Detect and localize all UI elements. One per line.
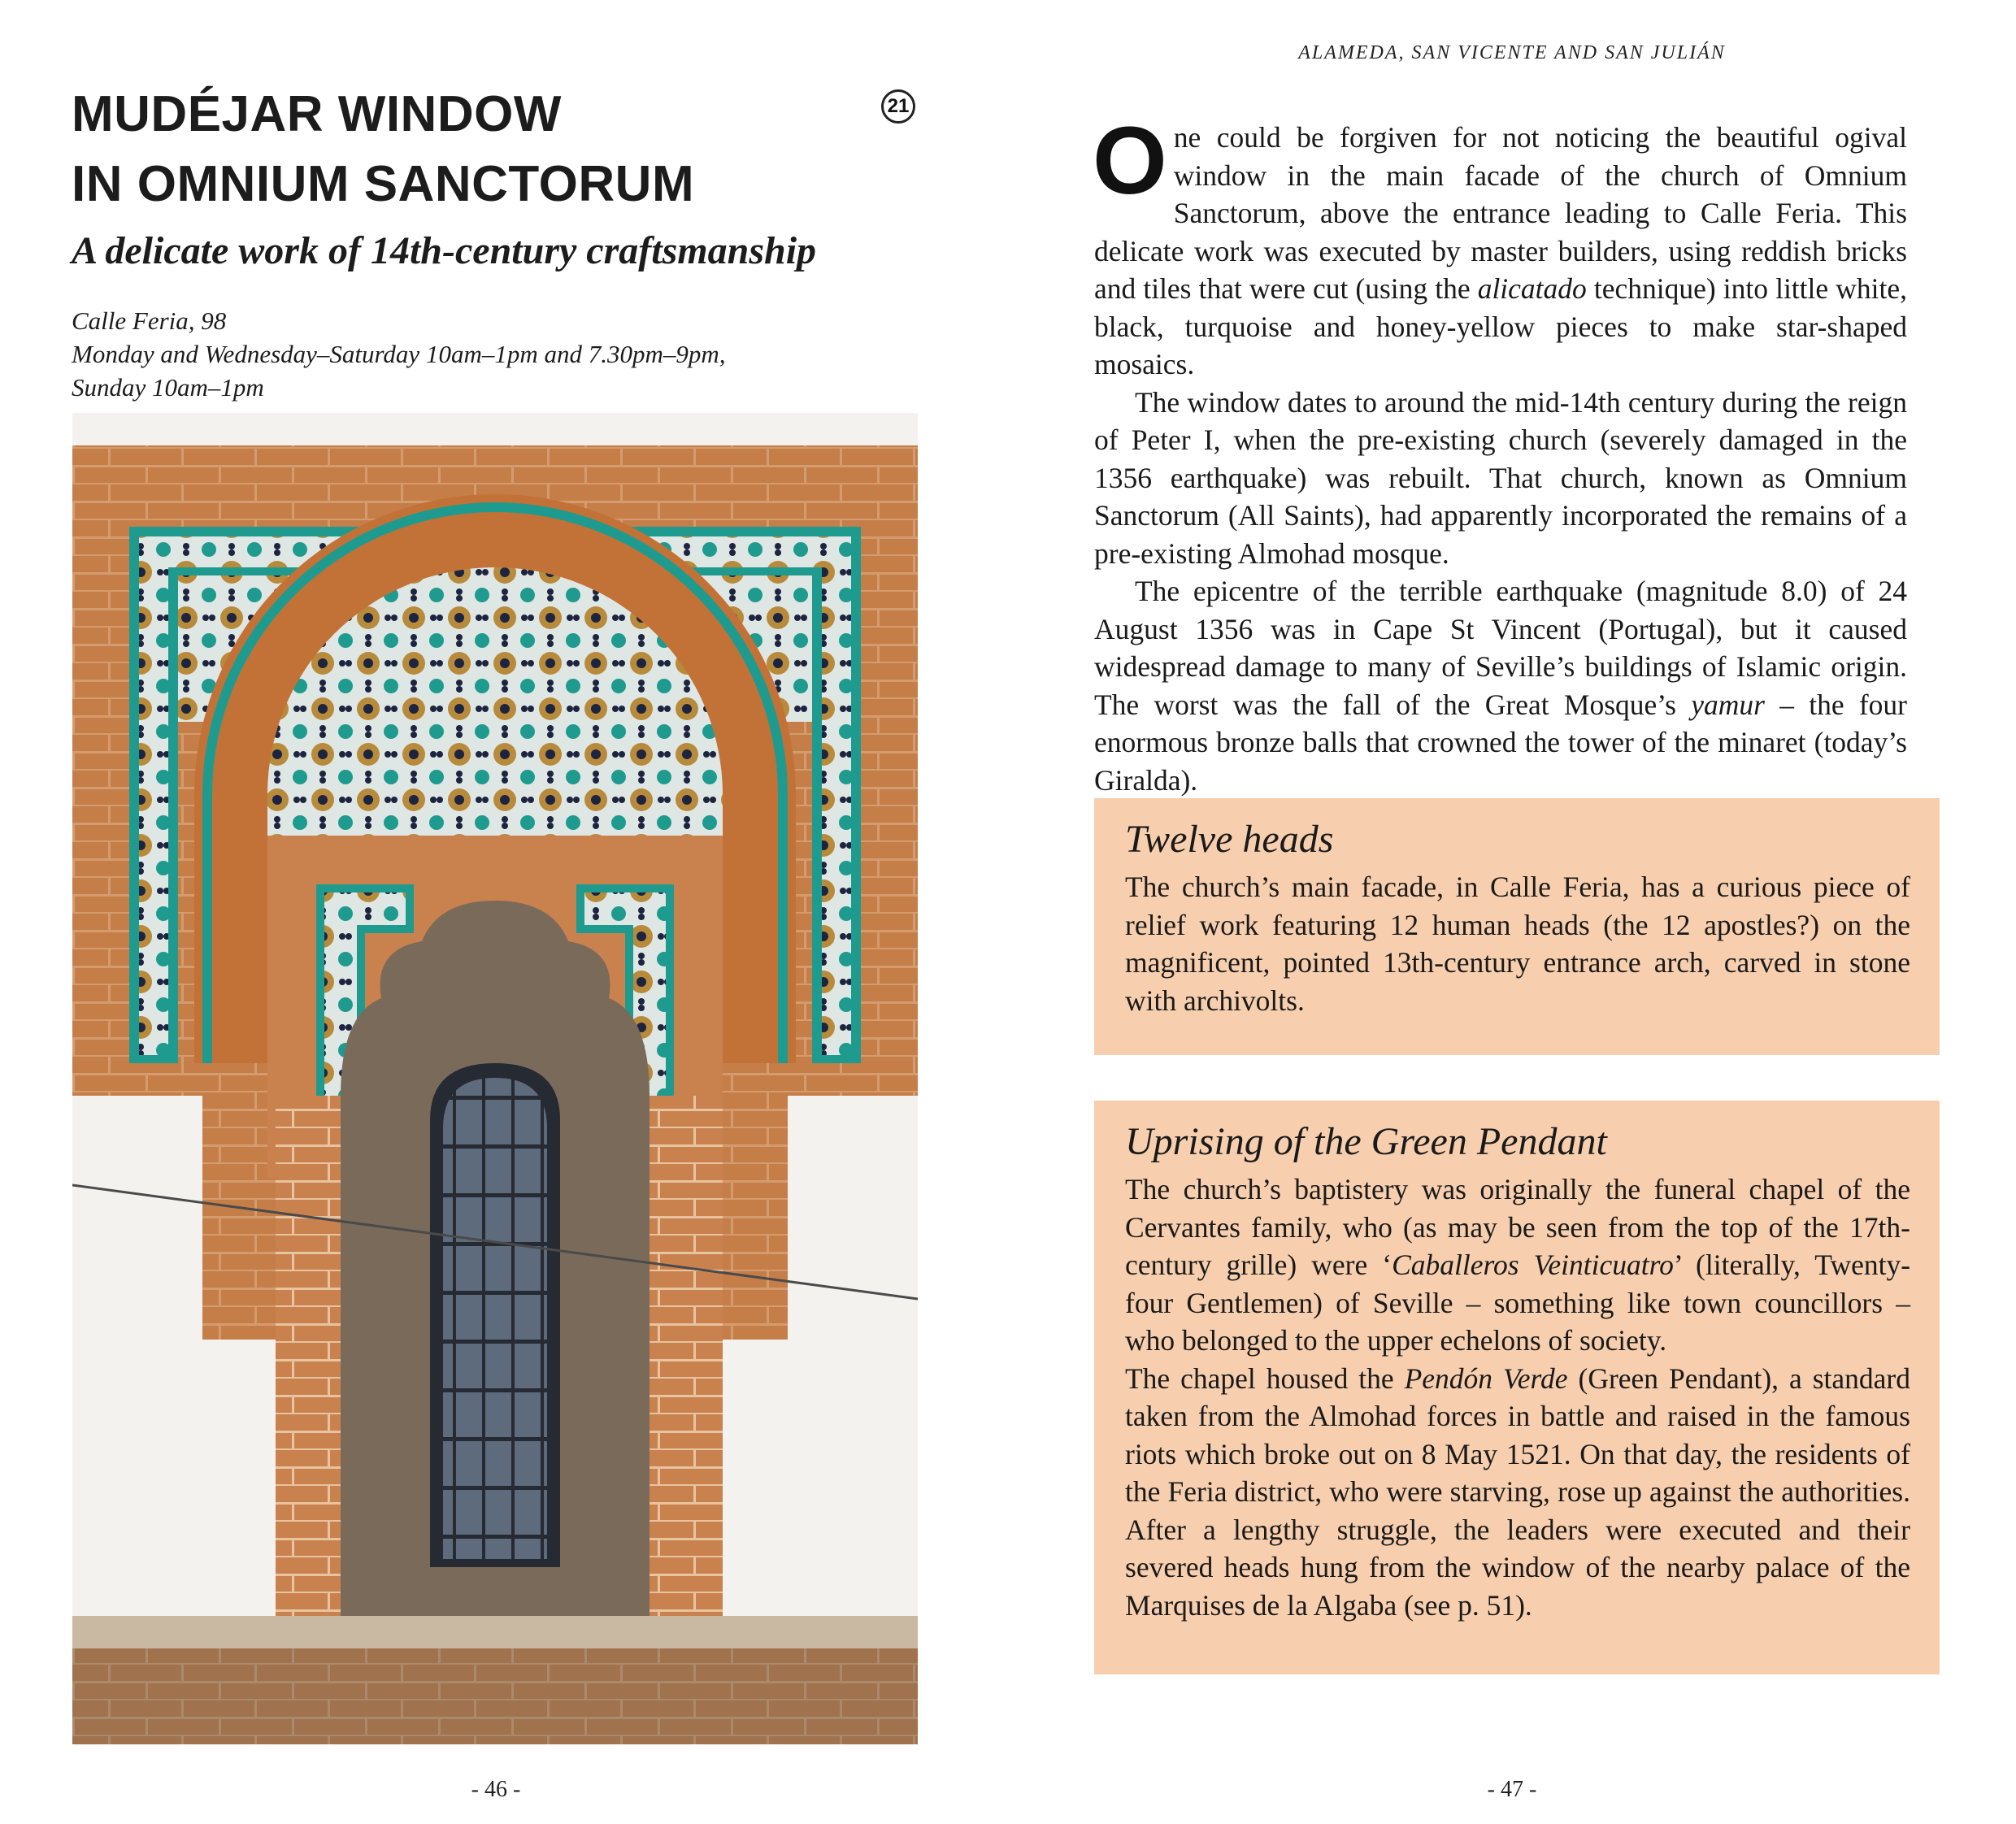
right-page	[1008, 0, 2016, 1824]
sidebar-green-pendant	[1094, 1101, 1940, 1674]
paragraph-2: The window dates to around the mid-14th century during the reign of Peter I, when the pre-existing church (severely damaged in the 1356 earthquake) was rebuilt. That church, known as Omnium Sanctorum (All Saints), had apparently incorporated the remains of a pre-existing Almohad mosque.	[1094, 385, 1907, 570]
visitor-info	[72, 304, 726, 404]
sidebar-paragraph-2	[1125, 1360, 1910, 1625]
paragraph-3	[1094, 572, 1907, 799]
page-subtitle: A delicate work of 14th-century craftsmanship	[72, 229, 817, 272]
title-line-1: MUDÉJAR WINDOW	[72, 86, 562, 142]
sidebar-text-a: The chapel housed the	[1125, 1361, 1405, 1395]
running-head: ALAMEDA, SAN VICENTE AND SAN JULIÁN	[1298, 42, 1726, 63]
paragraph-1-text-a: ne could be forgiven for not noticing the beautiful ogival window in the main facade of the church of Omnium Sanctorum, above the entrance leading to Calle Feria. This delicate work was executed by master builders, using reddish bricks and tiles that were cut (using the	[1094, 121, 1907, 305]
paragraph-1	[1093, 107, 1907, 384]
paragraph-3-text-b: – the four enormous bronze balls that crowned the tower of the minaret (today’s Giralda).	[1094, 688, 1908, 797]
entry-number-badge: 21	[881, 89, 915, 124]
page-number-right: - 47 -	[1487, 1777, 1537, 1802]
sidebar-text: The church’s main facade, in Calle Feria, has a curious piece of relief work featuring 12 human heads (the 12 apostles?) on the magnificent, pointed 13th-century entrance arch, carved in stone with archivolts.	[1125, 871, 1910, 1017]
sidebar-italic: Caballeros Veinticuatro	[1392, 1249, 1674, 1281]
page-title	[72, 80, 694, 219]
sidebar-text-b: ’ (literally, Twenty-four Gentlemen) of Seville – something like town councillors – who belonged to the upper echelons of society.	[1125, 1249, 1911, 1357]
sidebar-twelve-heads	[1094, 798, 1940, 1055]
sidebar-text-a: The church’s baptistery was originally the funeral chapel of the Cervantes family, who (as may be seen from the top of the 17th-century grille) were ‘	[1125, 1173, 1910, 1281]
paragraph-1-italic: alicatado	[1477, 272, 1587, 305]
page-number-left: - 46 -	[471, 1777, 521, 1802]
address: Calle Feria, 98	[72, 306, 227, 335]
drop-cap: O	[1093, 107, 1167, 215]
mudejar-window-photo	[72, 413, 918, 1744]
title-line-2: IN OMNIUM SANCTORUM	[72, 156, 695, 212]
paragraph-1-text-b: technique) into little white, black, turquoise and honey-yellow pieces to make star-shaped mosaics.	[1094, 272, 1907, 380]
paragraph-3-italic: yamur	[1691, 688, 1765, 721]
opening-hours-line-2: Sunday 10am–1pm	[72, 373, 264, 402]
sidebar-italic: Pendón Verde	[1404, 1361, 1568, 1395]
sidebar-title: Twelve heads	[1125, 818, 1334, 861]
main-text	[1093, 107, 1908, 799]
paragraph-3-text-a: The epicentre of the terrible earthquake (magnitude 8.0) of 24 August 1356 was in Cape St Vincent (Portugal), but it caused widespread damage to many of Seville’s buildings of Islamic origin. The worst was the fall of the Great Mosque’s	[1094, 575, 1907, 721]
sidebar-text-b: (Green Pendant), a standard taken from the Almohad forces in battle and raised in the famous riots which broke out on 8 May 1521. On that day, the residents of the Feria district, who were starving, rose up against the authorities. After a lengthy struggle, the leaders were executed and their severed heads hung from the window of the nearby palace of the Marquises de la Algaba (see p. 51).	[1125, 1361, 1911, 1622]
sidebar-paragraph-1	[1125, 1170, 1910, 1360]
opening-hours-line-1: Monday and Wednesday–Saturday 10am–1pm and 7.30pm–9pm,	[72, 340, 726, 368]
sidebar-title: Uprising of the Green Pendant	[1125, 1120, 1607, 1163]
